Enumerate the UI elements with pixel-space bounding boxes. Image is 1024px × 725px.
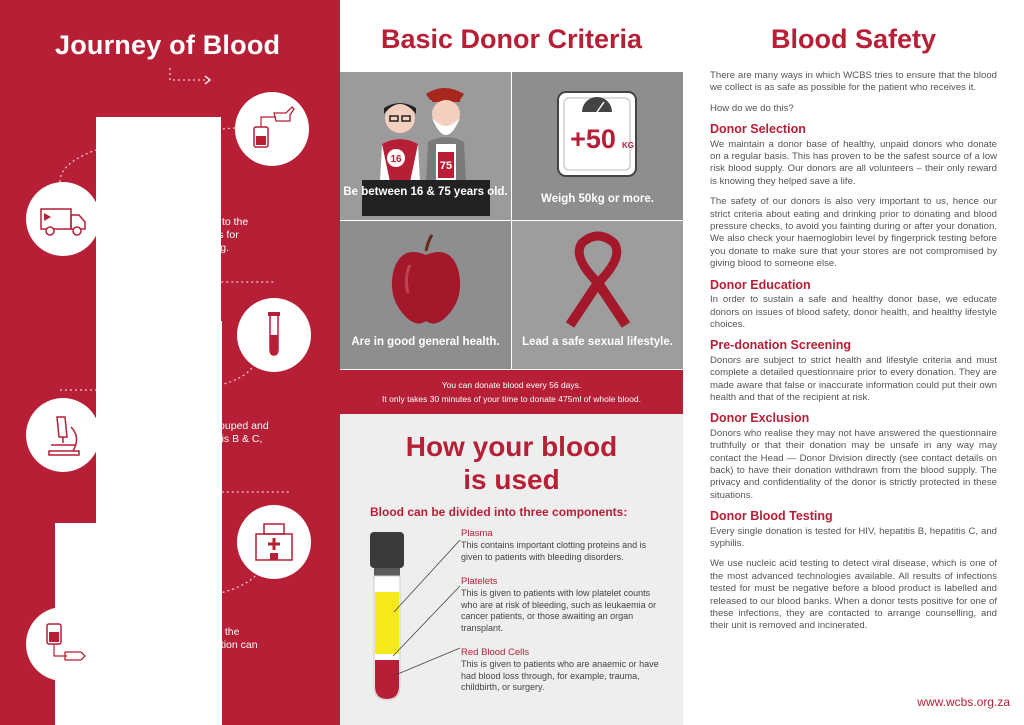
blood-usage-section	[340, 414, 683, 725]
section-paragraph: Donors are subject to strict health and lifestyle criteria and must complete a detailed questionnaire prior to every donation. They are made aware that false or inaccurate information could put their own health and that of the recipient at risk.	[710, 354, 997, 403]
component-rbc-desc: This is given to patients who are anaemic or have had blood loss through, for example, trauma, childbirth, or surgery.	[461, 659, 659, 692]
usage-subtitle: Blood can be divided into three components:	[370, 505, 628, 519]
truck-icon	[37, 193, 89, 245]
journey-step-6-circle	[26, 607, 100, 681]
criteria-panel	[340, 0, 683, 725]
donation-note	[340, 370, 683, 414]
criteria-age-tile	[340, 72, 511, 220]
test-tube-icon	[248, 309, 300, 361]
blood-tube-icon	[360, 526, 470, 716]
weight-value: +50	[570, 124, 616, 154]
component-platelets-desc: This is given to patients with low platelet counts who are at risk of bleeding, such as leukaemia or cancer patients, or those awaiting an organ transplant.	[461, 588, 657, 633]
section-paragraph: The safety of our donors is also very important to us, hence our strict criteria about eating and drinking prior to donating and blood pressure checks, to avoid you fainting during or after your donation. We also check your haemoglobin level by fingerprick testing before you donate to make sure that your stores are not compromised by giving blood to someone else.	[710, 196, 997, 270]
safety-question: How do we do this?	[710, 102, 794, 114]
criteria-lifestyle-tile	[512, 221, 683, 369]
journey-step-2-text: Units are transported to the nearest WCBS offices for testing and processing.	[121, 216, 249, 254]
lifestyle-caption: Lead a safe sexual lifestyle.	[522, 336, 673, 348]
transfusion-icon	[37, 618, 89, 670]
journey-step-6-text: Blood is transfused to the recipient. Just 1 donation can save up to 3 lives.	[121, 626, 258, 664]
journey-step-3-circle	[237, 298, 311, 372]
section-paragraph: We use nucleic acid testing to detect viral disease, which is one of the most advanced technologies available. All results of infections tested for must be negative before a blood product is labelled and released to our blood banks. When a donor tests positive for one of these infections, they are contacted to arrange counselling, and their unit is removed and incinerated.	[710, 558, 997, 632]
component-rbc-title: Red Blood Cells	[461, 647, 530, 658]
section-paragraph: In order to sustain a safe and healthy donor base, we educate donors on issues of blood safety, donor health, and healthy lifestyle choices.	[710, 294, 997, 330]
age-badge-young: 16	[390, 154, 402, 165]
microscope-icon	[37, 409, 89, 461]
component-plasma-desc: This contains important clotting proteins and is given to patients with bleeding disorders.	[461, 540, 647, 562]
age-caption: Be between 16 & 75 years old.	[343, 186, 508, 198]
section-paragraph: Donors who realise they may not have answered the questionnaire truthfully or that their donation may be unsafe in any way may contact the Head — Donor Division directly (see contact details on back) to have their donation withdrawn from the blood supply. The privacy and confidentiality of the donor is strictly protected in these situations.	[710, 427, 997, 501]
journey-step-2-circle	[26, 182, 100, 256]
usage-title	[340, 430, 683, 496]
journey-step-1-text: Blood is collected from voluntary donors.	[96, 117, 221, 725]
criteria-title: Basic Donor Criteria	[380, 24, 643, 54]
age-badge-old: 75	[439, 160, 453, 172]
safety-panel	[683, 0, 1024, 725]
usage-title-line2: is used	[463, 464, 560, 495]
health-caption: Are in good general health.	[351, 336, 500, 348]
section-heading-donor-selection: Donor Selection	[710, 122, 806, 137]
safety-title: Blood Safety	[770, 24, 937, 54]
criteria-health-tile	[340, 221, 511, 369]
usage-title-line1: How your blood	[405, 431, 618, 462]
component-platelets-title: Platelets	[461, 576, 498, 587]
hospital-icon	[248, 516, 300, 568]
section-heading-donor-education: Donor Education	[710, 277, 811, 292]
journey-panel	[0, 0, 340, 725]
journey-step-5-text: Blood and blood products are sent to blood banks and emergency blood bank fridges.	[55, 523, 221, 725]
journey-step-4-circle	[26, 398, 100, 472]
journey-step-4-text: Every unit is blood grouped and tested for HIV, hepatitis B & C, and syphilis.	[121, 420, 269, 458]
journey-title: Journey of Blood	[55, 30, 281, 60]
safety-intro: There are many ways in which WCBS tries to ensure that the blood we collect is as safe as possible for the patient who receives it.	[710, 70, 997, 94]
blood-bag-arm-icon	[246, 103, 298, 155]
weight-caption: Weigh 50kg or more.	[541, 193, 654, 205]
section-paragraph: Every single donation is tested for HIV, hepatitis B, hepatitis C, and syphilis.	[710, 525, 997, 549]
section-heading-donor-exclusion: Donor Exclusion	[710, 411, 810, 426]
safety-body	[710, 70, 997, 641]
section-paragraph: We maintain a donor base of healthy, unpaid donors who donate on a regular basis. This has proven to be the safest source of a low risk blood supply. Our donors are all volunteers – their only reward is knowing they helped save a life.	[710, 138, 997, 187]
criteria-weight-tile	[512, 72, 683, 220]
section-heading-pre-donation-screening: Pre-donation Screening	[710, 338, 851, 353]
donation-note-line2: It only takes 30 minutes of your time to donate 475ml of whole blood.	[382, 394, 641, 404]
journey-step-1-circle	[235, 92, 309, 166]
weight-unit: KG	[622, 141, 634, 150]
journey-step-3-text: Blood is spun down and separated into different components.	[100, 321, 222, 725]
donation-note-line1: You can donate blood every 56 days.	[441, 380, 582, 390]
section-heading-donor-blood-testing: Donor Blood Testing	[710, 509, 833, 524]
journey-step-5-circle	[237, 505, 311, 579]
component-plasma-title: Plasma	[461, 528, 493, 539]
website-link[interactable]: www.wcbs.org.za	[917, 695, 1010, 709]
